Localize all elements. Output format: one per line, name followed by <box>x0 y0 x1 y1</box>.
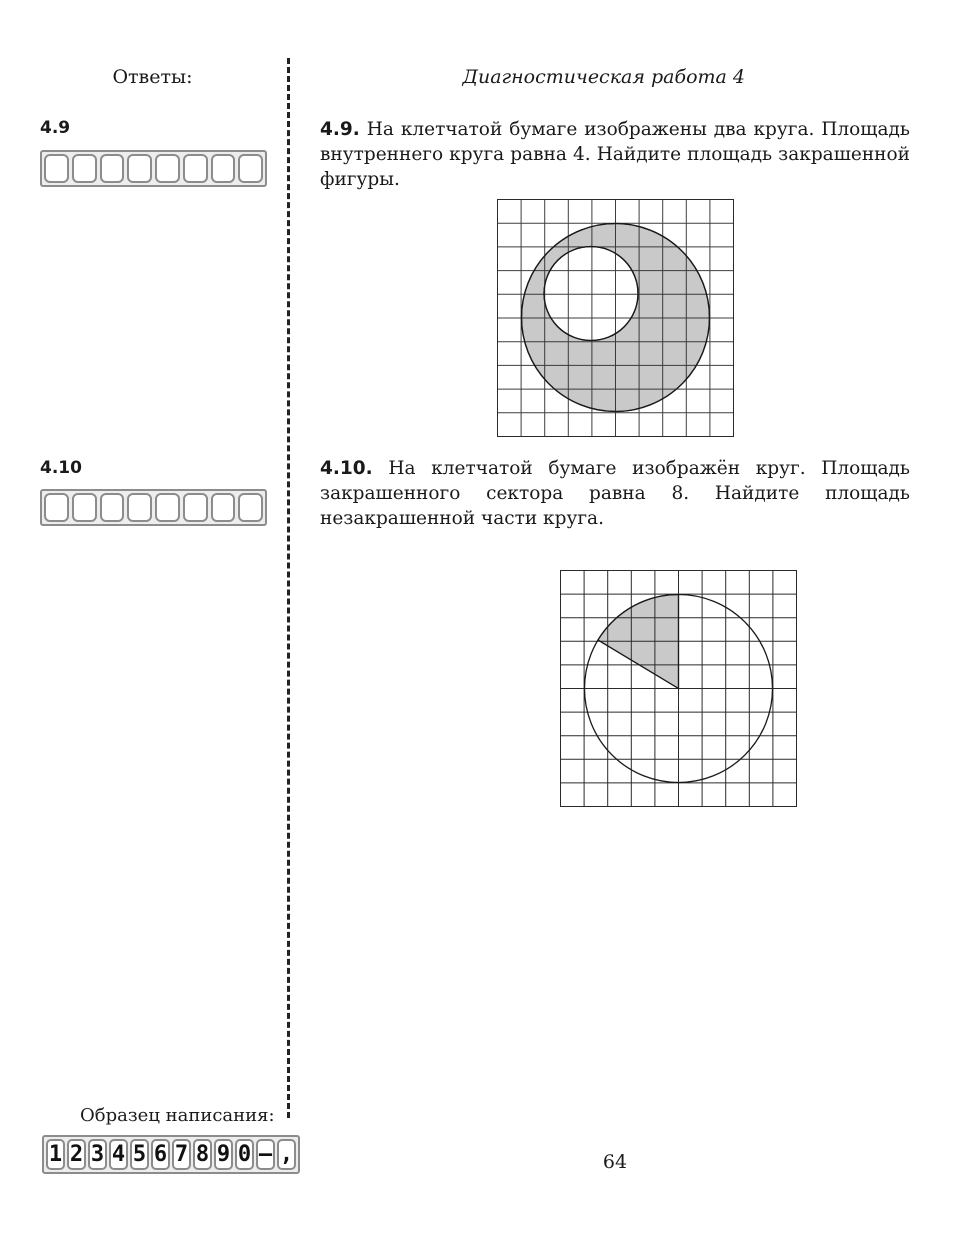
answer-cell[interactable] <box>127 493 152 522</box>
task-number: 4.9. <box>320 119 360 140</box>
answer-box-4-10[interactable] <box>40 489 267 526</box>
task-4-10-text <box>320 456 910 531</box>
sample-digit: 0 <box>235 1139 254 1170</box>
figure-two-circles <box>497 199 734 437</box>
answer-label-4-10: 4.10 <box>40 458 82 478</box>
task-4-9-text <box>320 117 910 192</box>
answer-cell[interactable] <box>238 154 263 183</box>
answer-cell[interactable] <box>72 493 97 522</box>
answer-box-4-9[interactable] <box>40 150 267 187</box>
sample-label: Образец написания: <box>80 1105 275 1126</box>
sample-characters <box>42 1135 300 1174</box>
answer-cell[interactable] <box>44 493 69 522</box>
answer-cell[interactable] <box>155 154 180 183</box>
task-statement: На клетчатой бумаге изображён круг. Площадь закрашенного сектора равна 8. Найдите площадь незакрашенной части круга. <box>320 458 910 529</box>
answer-cell[interactable] <box>211 493 236 522</box>
figure-circle-sector <box>560 570 797 807</box>
sample-digit: 4 <box>109 1139 128 1170</box>
answer-cell[interactable] <box>183 493 208 522</box>
sample-digit: 8 <box>193 1139 212 1170</box>
sample-digit: 9 <box>214 1139 233 1170</box>
work-title: Диагностическая работа 4 <box>462 66 745 88</box>
answer-label-4-9: 4.9 <box>40 118 71 138</box>
task-statement: На клетчатой бумаге изображены два круга. Площадь внутреннего круга равна 4. Найдите площадь закрашенной фигуры. <box>320 119 910 190</box>
answer-cell[interactable] <box>100 493 125 522</box>
task-number: 4.10. <box>320 458 373 479</box>
sample-digit: – <box>256 1139 275 1170</box>
answer-cell[interactable] <box>155 493 180 522</box>
sample-digit: 1 <box>46 1139 65 1170</box>
dashed-divider <box>287 58 290 1118</box>
answer-cell[interactable] <box>72 154 97 183</box>
sample-digit: 7 <box>172 1139 191 1170</box>
answer-cell[interactable] <box>183 154 208 183</box>
answers-heading: Ответы: <box>112 66 193 88</box>
answer-cell[interactable] <box>211 154 236 183</box>
sample-digit: 5 <box>130 1139 149 1170</box>
sample-digit: , <box>277 1139 296 1170</box>
sample-digit: 2 <box>67 1139 86 1170</box>
page-number: 64 <box>602 1151 628 1173</box>
answer-cell[interactable] <box>44 154 69 183</box>
answer-cell[interactable] <box>100 154 125 183</box>
sample-digit: 6 <box>151 1139 170 1170</box>
answer-cell[interactable] <box>238 493 263 522</box>
sample-digit: 3 <box>88 1139 107 1170</box>
answer-cell[interactable] <box>127 154 152 183</box>
